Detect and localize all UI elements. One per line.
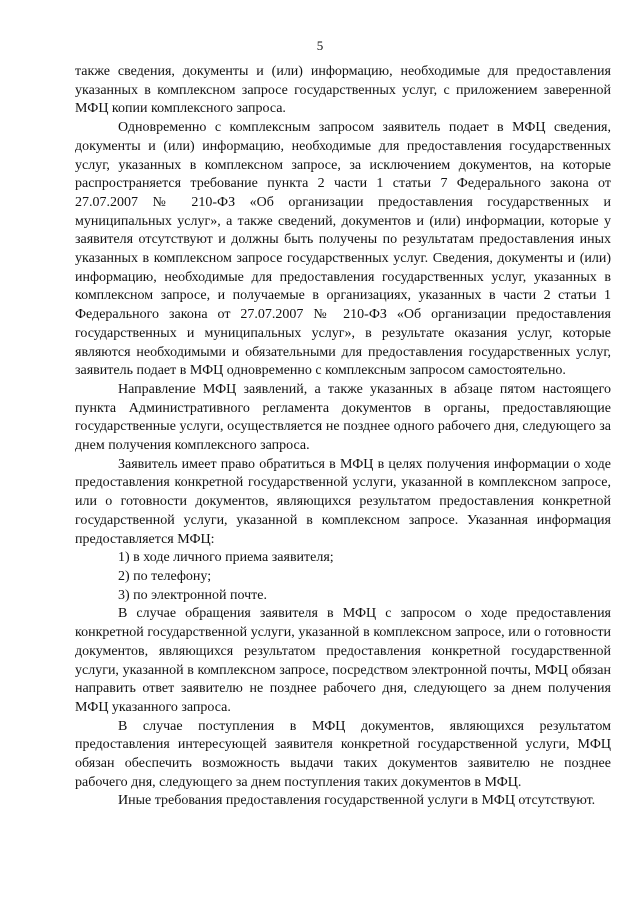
page-number: 5 bbox=[316, 38, 324, 53]
paragraph-mfc-forwarding: Направление МФЦ заявлений, а также указанных в абзаце пятом настоящего пункта Административного регламента документов в органы, предоставляющие государственные услуги, осуществляется не позднее одного рабочего дня, следующего за днем получения комплексного запроса. bbox=[75, 381, 611, 454]
list-item-in-person: 1) в ходе личного приема заявителя; bbox=[118, 550, 334, 566]
paragraph-continuation: также сведения, документы и (или) информацию, необходимые для предоставления указанных в комплексном запросе государственных услуг, с приложением заверенной МФЦ копии комплексного запроса. bbox=[75, 64, 611, 117]
document-body bbox=[75, 63, 611, 811]
paragraph-email-response: В случае обращения заявителя в МФЦ с запросом о ходе предоставления конкретной государственной услуги, указанной в комплексном запросе, или о готовности документов, являющихся результатом предоставления конкретной государственной услуги, указанной в комплексном запросе, посредством электронной почты, МФЦ обязан направить ответ заявителю не позднее рабочего дня, следующего за днем получения МФЦ указанного запроса. bbox=[75, 606, 611, 715]
paragraph-document-issuance: В случае поступления в МФЦ документов, являющихся результатом предоставления интересующей заявителя конкретной государственной услуги, МФЦ обязан обеспечить возможность выдачи таких документов заявителю не позднее рабочего дня, следующего за днем поступления таких документов в МФЦ. bbox=[75, 718, 611, 790]
list-item-phone: 2) по телефону; bbox=[118, 568, 212, 584]
paragraph-status-inquiry-right: Заявитель имеет право обратиться в МФЦ в целях получения информации о ходе предоставления конкретной государственной услуги, указанной в комплексном запросе, или о готовности документов, являющихся результатом предоставления конкретной государственной услуги, указанной в комплексном запросе. Указанная информация предоставляется МФЦ: bbox=[75, 456, 611, 547]
paragraph-other-requirements: Иные требования предоставления государственной услуги в МФЦ отсутствуют. bbox=[118, 793, 596, 809]
list-item-email: 3) по электронной почте. bbox=[118, 587, 267, 603]
paragraph-complex-request-documents: Одновременно с комплексным запросом заявитель подает в МФЦ сведения, документы и (или) информацию, необходимые для предоставления государственных услуг, указанных в комплексном запросе, за исключением документов, на которые распространяется требование пункта 2 части 1 статьи 7 Федерального закона от 27.07.2007 № 210-ФЗ «Об организации предоставления государственных и муниципальных услуг», а также сведений, документов и (или) информации, которые у заявителя отсутствуют и должны быть получены по результатам предоставления иных указанных в комплексном запросе государственных услуг. Сведения, документы и (или) информацию, необходимые для предоставления государственных услуг, указанных в комплексном запросе, и получаемые в организациях, указанных в части 2 статьи 1 Федерального закона от 27.07.2007 № 210-ФЗ «Об организации предоставления государственных и муниципальных услуг», в результате оказания услуг, которые являются необходимыми и обязательными для предоставления государственных услуг, заявитель подает в МФЦ одновременно с комплексным запросом самостоятельно. bbox=[75, 120, 611, 379]
